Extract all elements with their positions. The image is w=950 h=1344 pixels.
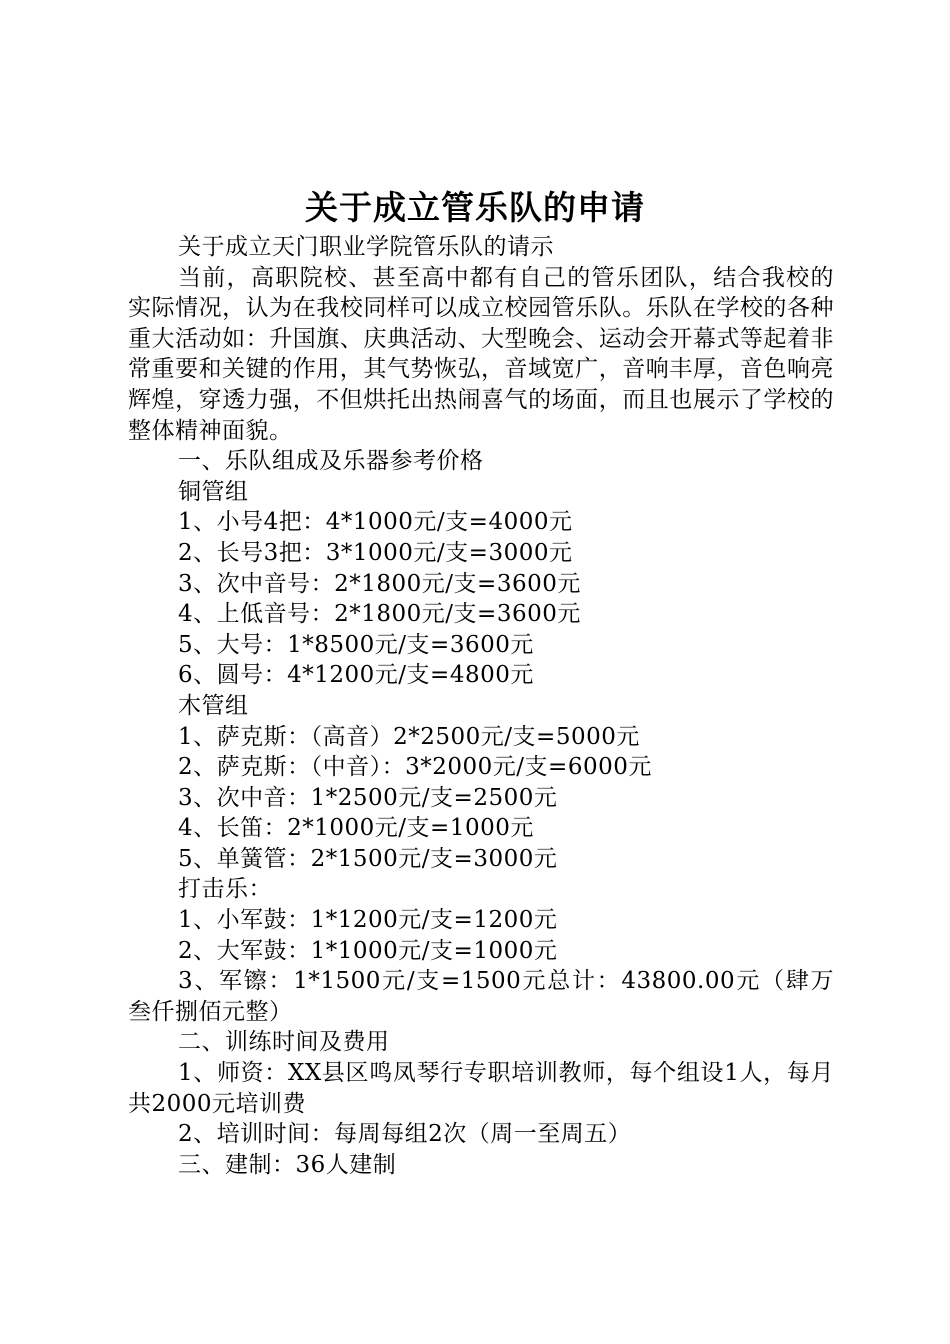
- group-heading: 打击乐：: [178, 876, 272, 903]
- list-item: 2、培训时间：每周每组2次（周一至周五）: [178, 1121, 632, 1148]
- list-item: 5、单簧管：2*1500元/支=3000元: [178, 845, 558, 872]
- list-item: 2、大军鼓：1*1000元/支=1000元: [178, 937, 558, 964]
- group-heading: 木管组: [178, 692, 249, 719]
- document-title: 关于成立管乐队的申请: [305, 188, 645, 227]
- list-item: 4、上低音号：2*1800元/支=3600元: [178, 601, 581, 628]
- list-item: 1、小军鼓：1*1200元/支=1200元: [178, 907, 558, 934]
- list-item: 4、长笛：2*1000元/支=1000元: [178, 815, 534, 842]
- list-item: 3、军镲：1*1500元/支=1500元总计：43800.00元（肆万叁仟捌佰元整）: [128, 968, 834, 1025]
- list-item: 1、萨克斯：（高音）2*2500元/支=5000元: [178, 723, 640, 750]
- list-item: 1、师资：XX县区鸣凤琴行专职培训教师，每个组设1人，每月共2000元培训费: [128, 1060, 834, 1117]
- section-heading: 一、乐队组成及乐器参考价格: [178, 448, 484, 475]
- paragraph: 关于成立天门职业学院管乐队的请示: [178, 234, 554, 260]
- list-item: 6、圆号：4*1200元/支=4800元: [178, 662, 534, 689]
- document-body: [128, 232, 834, 1180]
- list-item: 3、次中音号：2*1800元/支=3600元: [178, 570, 581, 597]
- paragraph: 当前，高职院校、甚至高中都有自己的管乐团队，结合我校的实际情况，认为在我校同样可以成立校园管乐队。乐队在学校的各种重大活动如：升国旗、庆典活动、大型晚会、运动会开幕式等起着非常重要和关键的作用，其气势恢弘，音域宽广，音响丰厚，音色响亮辉煌，穿透力强，不但烘托出热闹喜气的场面，而且也展示了学校的整体精神面貌。: [128, 264, 834, 444]
- list-item: 2、萨克斯：（中音）：3*2000元/支=6000元: [178, 754, 652, 781]
- list-item: 3、次中音：1*2500元/支=2500元: [178, 784, 558, 811]
- list-item: 2、长号3把：3*1000元/支=3000元: [178, 539, 573, 566]
- list-item: 1、小号4把：4*1000元/支=4000元: [178, 509, 573, 536]
- list-item: 5、大号：1*8500元/支=3600元: [178, 631, 534, 658]
- section-heading: 三、建制：36人建制: [178, 1151, 397, 1178]
- section-heading: 二、训练时间及费用: [178, 1029, 390, 1056]
- group-heading: 铜管组: [178, 478, 249, 505]
